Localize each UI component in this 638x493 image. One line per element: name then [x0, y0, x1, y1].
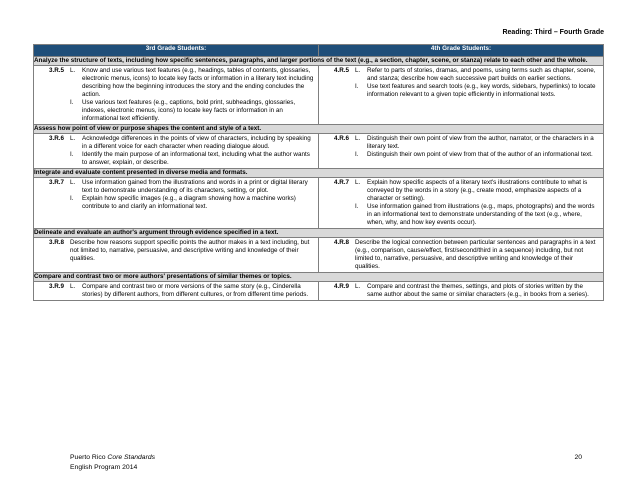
section-heading-row [34, 229, 604, 238]
grade4-cell [319, 66, 604, 125]
grade4-cell [319, 238, 604, 273]
standard-item [70, 151, 314, 167]
section-heading-row [34, 169, 604, 178]
item-bullet: I. [355, 83, 359, 90]
standard-item [355, 239, 599, 271]
item-text: Compare and contrast two or more versions of the same story (e.g., Cinderella stories) by different authors, from different cultures, or from different time periods. [82, 283, 309, 298]
item-text: Know and use various text features (e.g., headings, tables of contents, glossaries, electronic menus, icons) to locate key facts or information in a literary text including describing how the beginning introduces the story and the ending concludes the action. [82, 67, 314, 98]
column-header-row [34, 45, 604, 57]
grade3-cell [34, 178, 319, 229]
grade3-cell [34, 66, 319, 125]
standard-item [355, 283, 599, 299]
standard-row [34, 282, 604, 301]
standard-item [355, 83, 599, 99]
standard-code: 4.R.7 [333, 179, 349, 186]
standard-row [34, 66, 604, 125]
item-bullet: L. [355, 67, 361, 74]
standard-row [34, 134, 604, 169]
footer-program-italic: Core Standards [107, 454, 156, 461]
page-number: 20 [574, 454, 582, 461]
standard-item [70, 283, 314, 299]
item-text: Use various text features (e.g., captions, bold print, subheadings, glossaries, indexes, electronic menus, icons) to locate key facts or information in an informational text efficiently. [82, 99, 296, 122]
section-heading-row [34, 273, 604, 282]
grade3-cell [34, 282, 319, 301]
grade4-cell [319, 282, 604, 301]
standard-item [355, 67, 599, 83]
standard-code: 3.R.9 [48, 283, 64, 290]
grade3-cell [34, 238, 319, 273]
item-bullet: L. [70, 179, 76, 186]
column-header-4th: 4th Grade Students: [319, 45, 604, 57]
section-heading-row [34, 125, 604, 134]
footer-year: English Program 2014 [70, 464, 138, 471]
standard-item [355, 151, 599, 159]
standards-table [33, 44, 604, 301]
item-text: Explain how specific images (e.g., a diagram showing how a machine works) contribute to and clarify an informational text. [82, 195, 296, 210]
section-heading: Compare and contrast two or more authors' presentations of similar themes or topics. [34, 273, 604, 282]
section-heading: Assess how point of view or purpose shapes the content and style of a text. [34, 125, 604, 134]
item-text: Acknowledge differences in the points of view of characters, including by speaking in a different voice for each character when reading dialogue aloud. [82, 135, 311, 150]
standard-item [355, 179, 599, 203]
item-bullet: L. [70, 283, 76, 290]
standard-item [70, 239, 314, 263]
item-bullet: I. [355, 151, 359, 158]
item-text: Explain how specific aspects of a literary text's illustrations contribute to what is conveyed by the words in a story (e.g., create mood, emphasize aspects of a character or setting). [367, 179, 588, 202]
section-heading: Delineate and evaluate an author's argument through evidence specified in a text. [34, 229, 604, 238]
item-text: Use information gained from the illustrations and words in a print or digital literary text to demonstrate understanding of its characters, setting, or plot. [82, 179, 308, 194]
item-text: Compare and contrast the themes, settings, and plots of stories written by the same author about the same or similar characters (e.g., in books from a series). [367, 283, 589, 298]
standard-row [34, 178, 604, 229]
grade4-cell [319, 178, 604, 229]
standard-code: 3.R.5 [48, 67, 64, 74]
standard-item [70, 179, 314, 195]
column-header-3rd: 3rd Grade Students: [34, 45, 319, 57]
item-text: Distinguish their own point of view from that of the author of an informational text. [367, 151, 593, 158]
page-header-title: Reading: Third – Fourth Grade [502, 29, 604, 36]
standard-code: 4.R.9 [333, 283, 349, 290]
item-bullet: I. [70, 99, 74, 106]
item-text: Use information gained from illustrations (e.g., maps, photographs) and the words in an informational text to demonstrate understanding of the text (e.g., where, when, why, and how key events occur). [367, 203, 595, 226]
item-bullet: L. [70, 135, 76, 142]
standard-code: 3.R.7 [48, 179, 64, 186]
item-bullet: I. [70, 195, 74, 202]
item-bullet: L. [355, 135, 361, 142]
standard-item [70, 99, 314, 123]
standard-row [34, 238, 604, 273]
item-text: Refer to parts of stories, dramas, and poems, using terms such as chapter, scene, and stanza; describe how each successive part builds on earlier sections. [367, 67, 596, 82]
footer-program [70, 454, 155, 461]
standard-item [70, 135, 314, 151]
standard-code: 3.R.6 [48, 135, 64, 142]
section-heading: Integrate and evaluate content presented in diverse media and formats. [34, 169, 604, 178]
grade3-cell [34, 134, 319, 169]
standard-code: 4.R.5 [333, 67, 349, 74]
item-bullet: L. [355, 179, 361, 186]
item-text: Identify the main purpose of an informational text, including what the author wants to answer, explain, or describe. [82, 151, 310, 166]
standard-code: 3.R.8 [48, 239, 64, 246]
standard-item [355, 203, 599, 227]
section-heading-row [34, 57, 604, 66]
item-bullet: I. [70, 151, 74, 158]
item-bullet: I. [355, 203, 359, 210]
item-text: Distinguish their own point of view from the author, narrator, or the characters in a literary text. [367, 135, 594, 150]
standard-code: 4.R.8 [333, 239, 349, 246]
item-bullet: L. [70, 67, 76, 74]
item-text: Describe the logical connection between particular sentences and paragraphs in a text (e.g., comparison, cause/effect, first/second/third in a sequence) including, but not limited to, narrative, persuasive, and descriptive writing and knowledge of their qualities. [355, 239, 596, 270]
footer-program-prefix: Puerto Rico [70, 454, 108, 461]
standard-item [355, 135, 599, 151]
standard-code: 4.R.6 [333, 135, 349, 142]
section-heading: Analyze the structure of texts, including how specific sentences, paragraphs, and larger portions of the text (e.g., a section, chapter, scene, or stanza) relate to each other and the whole. [34, 57, 604, 66]
grade4-cell [319, 134, 604, 169]
standard-item [70, 195, 314, 211]
item-text: Describe how reasons support specific points the author makes in a text including, but not limited to, narrative, persuasive, and descriptive writing and knowledge of their qualities. [70, 239, 310, 262]
item-text: Use text features and search tools (e.g., key words, sidebars, hyperlinks) to locate information relevant to a given topic efficiently in informational texts. [367, 83, 596, 98]
standard-item [70, 67, 314, 99]
item-bullet: L. [355, 283, 361, 290]
